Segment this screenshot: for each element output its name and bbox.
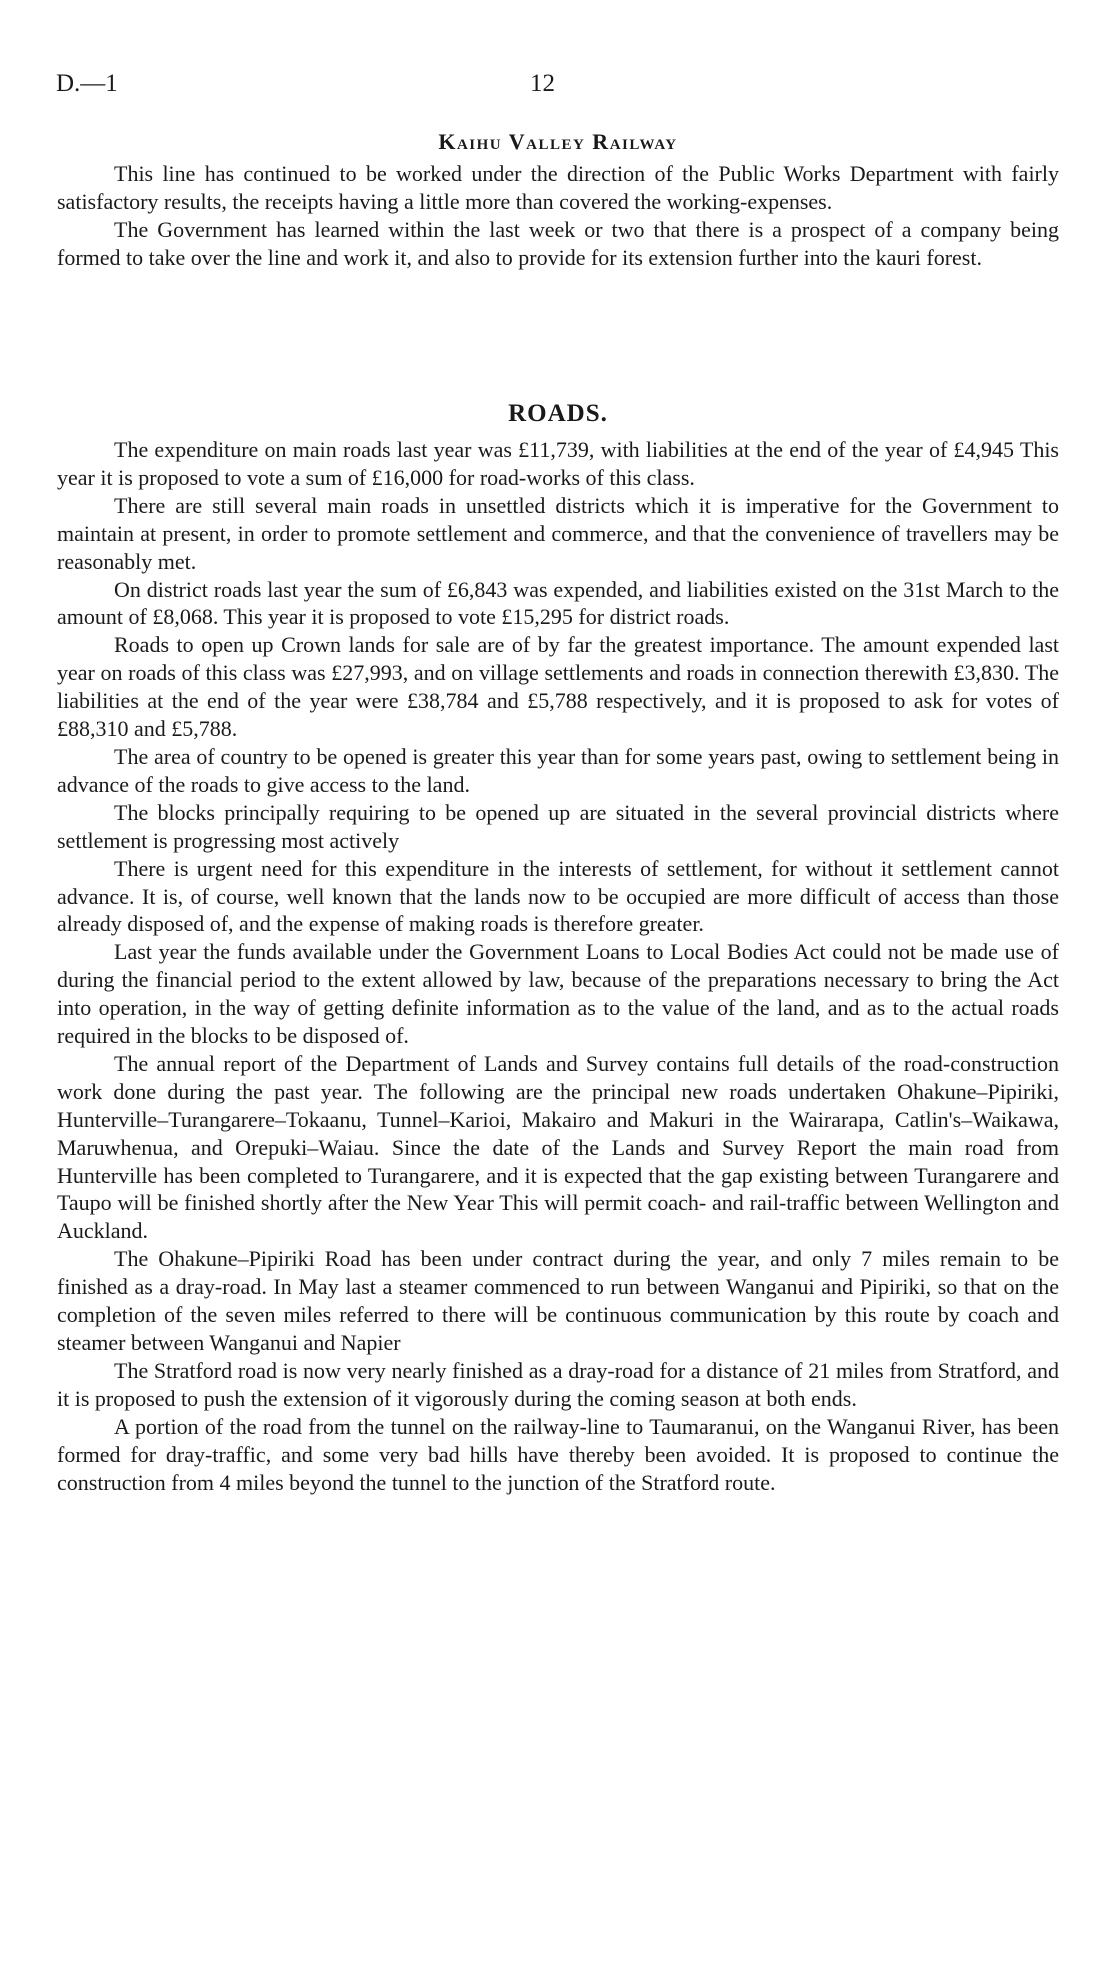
paragraph: The area of country to be opened is greater this year than for some years past, owing to settlement being in advance of the roads to give access to the land. (57, 743, 1059, 797)
paragraph: Last year the funds available under the Government Loans to Local Bodies Act could not be made use of during the financial period to the extent allowed by law, because of the preparations necessary to bring the Act into operation, in the way of getting definite information as to the value of the land, and as to the actual roads required in the blocks to be disposed of. (57, 939, 1059, 1049)
roads-section (57, 398, 1059, 1496)
paragraph: The Government has learned within the last week or two that there is a prospect of a company being formed to take over the line and work it, and also to provide for its extension further into the kauri forest. (57, 216, 1059, 270)
section-heading-kaihu-valley-railway: Kaihu Valley Railway (438, 129, 678, 154)
page-number: 12 (530, 70, 555, 97)
paragraph: A portion of the road from the tunnel on the railway-line to Taumaranui, on the Wanganui River, has been formed for dray-traffic, and some very bad hills have thereby been avoided. It is proposed to continue the construction from 4 miles beyond the tunnel to the junction of the Stratford route. (57, 1413, 1059, 1495)
paragraph: The Stratford road is now very nearly finished as a dray-road for a distance of 21 miles from Stratford, and it is proposed to push the extension of it vigorously during the coming season at both ends. (57, 1357, 1059, 1411)
section-heading-roads: ROADS. (508, 400, 608, 427)
kaihu-valley-railway-section (57, 128, 1059, 272)
paragraph: The blocks principally requiring to be opened up are situated in the several provincial districts where settlement is progressing most actively (57, 799, 1059, 853)
paragraph: This line has continued to be worked under the direction of the Public Works Department with fairly satisfactory results, the receipts having a little more than covered the working-expenses. (57, 161, 1059, 214)
paragraph: Roads to open up Crown lands for sale are of by far the greatest importance. The amount expended last year on roads of this class was £27,993, and on village settlements and roads in connection therewith £3,830. The liabilities at the end of the year were £38,784 and £5,788 respectively, and it is proposed to ask for votes of £88,310 and £5,788. (57, 632, 1059, 742)
paragraph: There are still several main roads in unsettled districts which it is imperative for the Government to maintain at present, in order to promote settlement and commerce, and that the convenience of travellers may be reasonably met. (57, 492, 1059, 574)
paragraph: The Ohakune–Pipiriki Road has been under contract during the year, and only 7 miles remain to be finished as a dray-road. In May last a steamer commenced to run between Wanganui and Pipiriki, so that on the completion of the seven miles referred to there will be continuous communication by this route by coach and steamer between Wanganui and Napier (57, 1246, 1059, 1355)
paragraph: The expenditure on main roads last year was £11,739, with liabilities at the end of the year of £4,945 This year it is proposed to vote a sum of £16,000 for road-works of this class. (57, 437, 1059, 490)
document-reference: D.—1 (56, 70, 118, 97)
paragraph: The annual report of the Department of Lands and Survey contains full details of the road-construction work done during the past year. The following are the principal new roads undertaken Ohakune–Pipiriki, Hunterville–Turangarere–Tokaanu, Tunnel–Karioi, Makairo and Makuri in the Wairarapa, Catlin's–Waikawa, Maruwhenua, and Orepuki–Waiau. Since the date of the Lands and Survey Report the main road from Hunterville has been completed to Turangarere, and it is expected that the gap existing between Turangarere and Taupo will be finished shortly after the New Year This will permit coach- and rail-traffic between Wellington and Auckland. (57, 1050, 1059, 1244)
paragraph: There is urgent need for this expenditure in the interests of settlement, for without it settlement cannot advance. It is, of course, well known that the lands now to be occupied are more difficult of access than those already disposed of, and the expense of making roads is therefore greater. (57, 855, 1059, 937)
paragraph: On district roads last year the sum of £6,843 was expended, and liabilities existed on the 31st March to the amount of £8,068. This year it is proposed to vote £15,295 for district roads. (57, 576, 1059, 630)
